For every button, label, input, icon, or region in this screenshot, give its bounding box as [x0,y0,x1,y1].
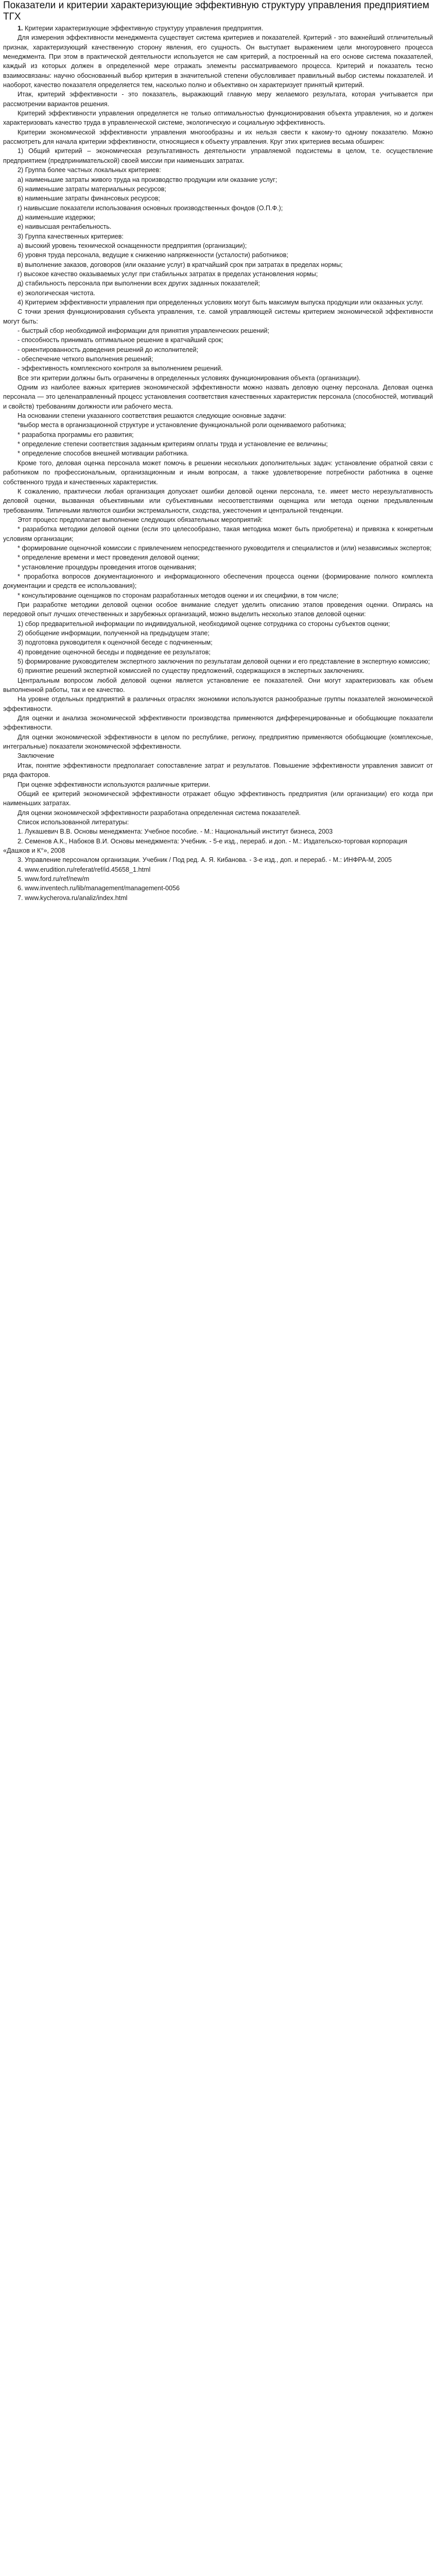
paragraph: * определение способов внешней мотивации работника. [18,450,189,457]
criteria-list-title: 1) Общий критерий – экономическая результативность деятельности управляемой подсистемы в целом, т.е. осуществление предприятием (предпринимательской) своей миссии при наименьших затратах. [3,147,433,164]
criteria-list-title: 3) Группа качественных критериев: [18,232,124,240]
paragraph: * проработка вопросов документационного и информационного обеспечения процесса оценки (формирование полного комплекта документации и средств ее использования); [3,572,433,590]
list-item: а) высокий уровень технической оснащенности предприятия (организации); [18,242,247,249]
document [0,0,436,907]
section-number: 1. [18,25,23,32]
paragraph: - эффективность комплексного контроля за выполнением решений. [18,365,223,372]
paragraph: Критерии экономической эффективности управления многообразны и их нельзя свести к какому-то одному показателю. Можно рассмотреть для начала критерии эффективности, относящиеся к объекту управления. Круг этих критериев весьма обширен: [3,128,433,146]
list-item: а) наименьшие затраты живого труда на производство продукции или оказание услуг; [18,176,277,183]
paragraph: - способность принимать оптимальное решение в кратчайший срок; [18,336,223,344]
document-title: Показатели и критерии характеризующие эффективную структуру управления предприятием ТГХ [3,0,429,22]
list-item: б) уровня труда персонала, ведущие к снижению напряженности (усталости) работников; [18,251,288,259]
paragraph: * формирование оценочной комиссии с привлечением непосредственного руководителя и специалистов и (или) независимых экспертов; [18,544,432,552]
paragraph: 6) принятие решений экспертной комиссией по существу предложений, содержащихся в экспертных заключениях. [18,667,365,675]
list-item: е) экологическая чистота. [18,289,95,297]
intro-paragraphs [3,33,433,146]
list-item: в) выполнение заказов, договоров (или оказание услуг) в кратчайший срок при затратах в пределах нормы; [18,261,343,268]
paragraph: - быстрый сбор необходимой информации для принятия управленческих решений; [18,327,270,334]
paragraph: На основании степени указанного соответствия решаются следующие основные задачи: [18,412,286,420]
paragraph: Этот процесс предполагает выполнение следующих обязательных мероприятий: [18,516,263,523]
reference-item: 3. Управление персоналом организации. Учебник / Под ред. А. Я. Кибанова. - 3-е изд., доп. и перераб. - М.: ИНФРА-М, 2005 [18,856,392,864]
paragraph: С точки зрения функционирования субъекта управления, т.е. самой управляющей системы критерием экономической эффективности могут быть: [3,308,433,325]
paragraph: Итак, критерий эффективности - это показатель, выражающий главную меру желаемого результата, которая учитывается при рассмотрении вариантов решения. [3,91,433,108]
paragraph: Кроме того, деловая оценка персонала может помочь в решении нескольких дополнительных задач: установление обратной связи с работником по профессиональным, организационным и иным вопросам, а также удовлетворение потребности работника в оценке собственного труда и качественных характеристик. [3,459,433,486]
paragraph: 5) формирование руководителем экспертного заключения по результатам деловой оценки и его представление в экспертную комиссию; [18,658,430,666]
criteria-list-title: 2) Группа более частных локальных критериев: [18,166,161,174]
section-title: Критерии характеризующие эффективную структуру управления предприятия. [25,25,264,32]
reference-item: 1. Лукашевич В.В. Основы менеджмента: Учебное пособие. - М.: Национальный институт бизнеса, 2003 [18,828,333,836]
reference-link[interactable]: 5. www.ford.ru/ref/new/m [18,875,90,883]
reference-link[interactable]: 7. www.kycherova.ru/analiz/index.html [18,894,128,902]
paragraph: * определение времени и мест проведения деловой оценки; [18,554,200,562]
paragraph: Заключение [18,752,55,760]
list-item: г) высокое качество оказываемых услуг при стабильных затратах в пределах установления нормы; [18,270,318,278]
list-item: в) наименьшие затраты финансовых ресурсов; [18,195,160,202]
paragraph: * установление процедуры проведения итогов оценивания; [18,563,197,571]
paragraph: - ориентированность доведения решений до исполнителей; [18,346,199,353]
reference-item: 2. Семенов А.К., Набоков В.И. Основы менеджмента: Учебник. - 5-е изд., перераб. и доп. - М.: Издательско-торговая корпорация «Дашков и К°», 2008 [3,837,408,854]
paragraph: * консультирование оценщиков по сторонам разработанных методов оценки и их специфики, в том числе; [18,591,339,599]
paragraph: Для оценки и анализа экономической эффективности производства применяются дифференцированные и обобщающие показатели эффективности. [3,715,433,732]
body-paragraphs [3,307,433,827]
paragraph: Общий ее критерий экономической эффективности отражает общую эффективность предприятия (или организации) его когда при наименьших затратах. [3,790,433,807]
paragraph: Центральным вопросом любой деловой оценки является установление ее показателей. Они могут характеризовать как объем выполненной работы, так и ее качество. [3,676,433,694]
section-heading: Итак, понятие эффективности предполагает сопоставление затрат и результатов. Повышение эффективности управления зависит от ряда факторов. [3,761,433,779]
paragraph: Для измерения эффективности менеджмента существует система критериев и показателей. Критерий - это важнейший отличительный признак, характеризующий качественную сторону явления, его сущность. Он выступает выражением цели многоуровнего процесса менеджмента. При этом в практической деятельности используется не сам критерий, а построенный на его основе система показателей, каждый из которых должен в определенной мере отражать элементы рассматриваемого процесса. Критерий и показатель тесно взаимосвязаны: научно обоснованный выбор критерия в значительной степени обусловливает правильный выбор системы показателей. И наоборот, качество показателя определяется тем, насколько полно и объективно он характеризует принятый критерий. [3,34,433,89]
references-list [3,827,433,903]
paragraph: * определение степени соответствия заданным критериям оплаты труда и установление ее величины; [18,440,328,448]
paragraph: - обеспечение четкого выполнения решений; [18,355,153,363]
paragraph: 4) проведение оценочной беседы и подведение ее результатов; [18,648,211,656]
section-heading [3,24,433,33]
paragraph: Для оценки экономической эффективности в целом по республике, региону, предприятию применяются обобщающие (комплексные, интегральные) показатели экономической эффективности. [3,733,433,751]
paragraph: * разработка программы его развития; [18,431,134,438]
paragraph: Критерий эффективности управления определяется не только оптимальностью функционирования объекта управления, но и должен характеризовать качество труда в управленческой системе, экологическую и социальную эффективность. [3,110,433,127]
paragraph: Все эти критерии должны быть ограничены в определенных условиях функционирования объекта (организации). [18,374,361,382]
paragraph: Для оценки экономической эффективности разработана определенная система показателей. [18,809,301,817]
paragraph: Список использованной литературы: [18,818,129,826]
list-item: д) наименьшие издержки; [18,213,96,221]
reference-link[interactable]: 4. www.erudition.ru/referat/ref/id.45658_1.html [18,866,151,873]
paragraph: 1) сбор предварительной информации по индивидуальной, необходимой оценке сотрудника со стороны субъектов оценки; [18,620,390,628]
paragraph: При разработке методики деловой оценки особое внимание следует уделить описанию этапов проведения оценки. Опираясь на передовой опыт лучших отечественных и зарубежных организаций, можно выделить несколько этапов деловой оценки: [3,601,433,618]
paragraph: 2) обобщение информации, полученной на предыдущем этапе; [18,630,210,637]
list-item: е) наивысшая рентабельность. [18,223,112,231]
paragraph: *выбор места в организационной структуре и установление функциональной роли оцениваемого работника; [18,421,346,429]
criteria-list [3,241,433,298]
criteria-list [3,175,433,232]
paragraph: 3) подготовка руководителя к оценочной беседе с подчиненным; [18,639,213,647]
list-item: д) стабильность персонала при выполнении всех других заданных показателей; [18,280,260,287]
reference-link[interactable]: 6. www.inventech.ru/lib/management/management-0056 [18,885,180,892]
paragraph: К сожалению, практически любая организация допускает ошибки деловой оценки персонала, т.е. имеет место нерезультативность деловой оценки, вызванная объективными или субъективными несоответствиями оценщика или метода оценки предъявленным требованиям. Типичными являются ошибки экстремальности, сходства, ужесточения и центральной тенденции. [3,487,433,514]
paragraph: * разработка методики деловой оценки (если это целесообразно, такая методика может быть приобретена) и привязка к конкретным условиям организации; [3,526,433,543]
paragraph: Одним из наиболее важных критериев экономической эффективности можно назвать деловую оценку персонала. Деловая оценка персонала — это целенаправленный процесс установления соответствия качественных характеристик персонала (способностей, мотиваций и свойств) требованиям должности или рабочего места. [3,384,433,410]
list-item: б) наименьшие затраты материальных ресурсов; [18,185,166,193]
criteria-list-title: 4) Критерием эффективности управления при определенных условиях могут быть максимум выпуска продукции или оказанных услуг. [18,298,424,306]
list-item: г) наивысшие показатели использования основных производственных фондов (О.П.Ф.); [18,204,283,212]
paragraph: При оценке эффективности используются различные критерии. [18,781,211,788]
paragraph: На уровне отдельных предприятий в различных отраслях экономики используются разнообразные группы показателей экономической эффективности. [3,696,433,713]
